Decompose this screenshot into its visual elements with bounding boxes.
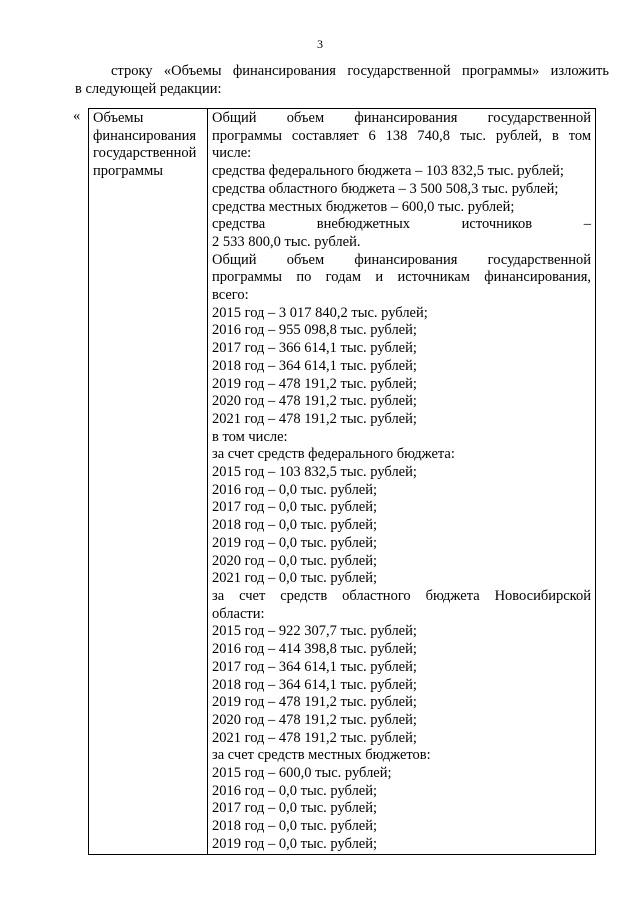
year-line: 2015 год – 3 017 840,2 тыс. рублей; xyxy=(212,304,428,321)
label-line: Объемы xyxy=(93,110,144,126)
year-line: 2021 год – 478 191,2 тыс. рублей; xyxy=(212,410,417,427)
source-line: средства местных бюджетов – 600,0 тыс. рублей; xyxy=(212,198,515,215)
total-line: программы составляет 6 138 740,8 тыс. рублей, в том xyxy=(212,127,591,144)
local-heading: за счет средств местных бюджетов: xyxy=(212,747,431,764)
by-year-line: всего: xyxy=(212,287,249,304)
label-line: финансирования xyxy=(93,127,197,144)
regional-heading: области: xyxy=(212,605,265,622)
year-line: 2015 год – 103 832,5 тыс. рублей; xyxy=(212,464,417,481)
source-line: средства федерального бюджета – 103 832,5 тыс. рублей; xyxy=(212,163,564,180)
year-line: 2015 год – 600,0 тыс. рублей; xyxy=(212,765,392,782)
year-line: 2020 год – 478 191,2 тыс. рублей; xyxy=(212,711,417,728)
intro-paragraph xyxy=(75,62,609,98)
year-line: 2017 год – 0,0 тыс. рублей; xyxy=(212,499,378,516)
year-line: 2019 год – 0,0 тыс. рублей; xyxy=(212,835,378,852)
year-line: 2016 год – 955 098,8 тыс. рублей; xyxy=(212,322,417,339)
year-line: 2019 год – 478 191,2 тыс. рублей; xyxy=(212,694,417,711)
year-line: 2018 год – 0,0 тыс. рублей; xyxy=(212,818,378,835)
year-line: 2018 год – 364 614,1 тыс. рублей; xyxy=(212,676,417,693)
by-year-line: программы по годам и источникам финансирования, xyxy=(212,269,591,286)
source-line: средства областного бюджета – 3 500 508,3 тыс. рублей; xyxy=(212,180,559,197)
year-line: 2021 год – 478 191,2 тыс. рублей; xyxy=(212,729,417,746)
year-line: 2017 год – 364 614,1 тыс. рублей; xyxy=(212,658,417,675)
federal-heading: за счет средств федерального бюджета: xyxy=(212,446,455,463)
label-cell xyxy=(89,109,208,855)
year-line: 2016 год – 0,0 тыс. рублей; xyxy=(212,481,378,498)
year-line: 2020 год – 0,0 тыс. рублей; xyxy=(212,552,378,569)
extrabudget-line: средства внебюджетных источников – xyxy=(212,216,591,233)
year-line: 2016 год – 414 398,8 тыс. рублей; xyxy=(212,641,417,658)
year-line: 2017 год – 366 614,1 тыс. рублей; xyxy=(212,340,417,357)
extrabudget-amount: 2 533 800,0 тыс. рублей. xyxy=(212,233,361,250)
intro-line-2: в следующей редакции: xyxy=(75,81,222,97)
total-line: числе: xyxy=(212,145,252,162)
label-line: государственной xyxy=(93,145,197,162)
year-line: 2016 год – 0,0 тыс. рублей; xyxy=(212,782,378,799)
year-line: 2017 год – 0,0 тыс. рублей; xyxy=(212,800,378,817)
year-line: 2021 год – 0,0 тыс. рублей; xyxy=(212,570,378,587)
year-line: 2018 год – 0,0 тыс. рублей; xyxy=(212,517,378,534)
year-line: 2019 год – 478 191,2 тыс. рублей; xyxy=(212,375,417,392)
year-line: 2019 год – 0,0 тыс. рублей; xyxy=(212,534,378,551)
intro-line-1: строку «Объемы финансирования государственной программы» изложить xyxy=(111,63,609,79)
by-year-line: Общий объем финансирования государственной xyxy=(212,251,591,268)
total-line: Общий объем финансирования государственной xyxy=(212,110,591,126)
opening-quote-mark: « xyxy=(73,108,81,124)
financing-table xyxy=(88,108,596,855)
financing-row xyxy=(89,109,596,855)
content-cell xyxy=(208,109,596,855)
year-line: 2015 год – 922 307,7 тыс. рублей; xyxy=(212,623,417,640)
including-line: в том числе: xyxy=(212,428,288,445)
year-line: 2018 год – 364 614,1 тыс. рублей; xyxy=(212,357,417,374)
label-line: программы xyxy=(93,163,163,180)
year-line: 2020 год – 478 191,2 тыс. рублей; xyxy=(212,393,417,410)
regional-heading: за счет средств областного бюджета Новосибирской xyxy=(212,587,591,604)
page-number: 3 xyxy=(317,37,323,51)
